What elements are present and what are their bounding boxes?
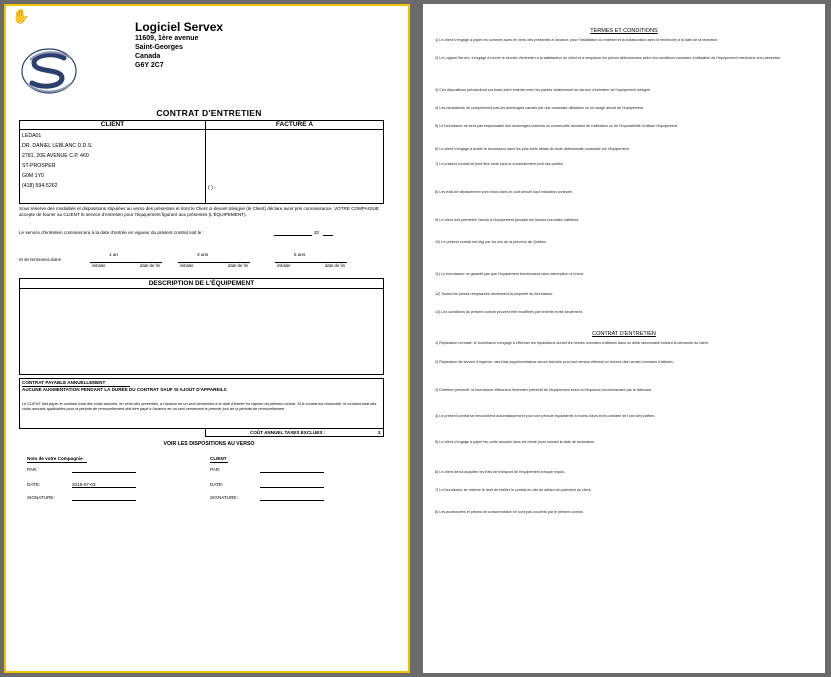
term-5-initial: initialer bbox=[277, 263, 291, 268]
terms-paragraph: 2) Le Logiciel Servex, s'engage à fournir le service d'entretien à la satisfaction du client et à remplacer les pièces défectueuses selon les conditions normales d'utilisation de l'équipement mentionné aux présentes. bbox=[435, 56, 781, 60]
terms-paragraph: 1) Le client s'engage à payer les sommes dues en vertu des présentes à l'avance, pour l'installation du matériel et la collaboration avec le technicien à la date de la réception. bbox=[435, 38, 719, 42]
contract-title: CONTRAT D'ENTRETIEN bbox=[156, 108, 262, 118]
company-city: Saint-Georges bbox=[135, 44, 183, 51]
terms-paragraph: 11) Le fournisseur ne garantit pas que l'équipement fonctionnera sans interruption ni erreur. bbox=[435, 272, 585, 276]
term-1-initial: initialer bbox=[92, 263, 106, 268]
contract-paragraph: 7) Le fournisseur se réserve le droit de résilier le contrat en cas de défaut de paiement du client. bbox=[435, 488, 592, 492]
client-name: DR. DANIEL LEBLANC D.D.S. bbox=[22, 143, 93, 149]
company-country: Canada bbox=[135, 53, 161, 60]
terms-paragraph: 8) Les frais de déplacement sont inclus dans le coût annuel sauf indication contraire. bbox=[435, 190, 573, 194]
client-signature-field[interactable] bbox=[260, 500, 324, 501]
terms-paragraph: 12) Toutes les pièces remplacées deviennent la propriété du fournisseur. bbox=[435, 292, 554, 296]
company-date-label: DATE: bbox=[27, 482, 41, 487]
servex-logo bbox=[20, 46, 78, 96]
company-signature-label: SIGNATURE: bbox=[27, 495, 55, 500]
company-signature-field[interactable] bbox=[72, 500, 136, 501]
company-header-underline bbox=[27, 462, 87, 463]
terms-paragraph: 5) Le fournisseur ne sera pas responsable des dommages indirects ou consécutifs résultant de l'utilisation ou de l'impossibilité d'utiliser l'équipement. bbox=[435, 124, 679, 128]
client-address: 2781, 20E AVENUE C.P. 460 bbox=[22, 153, 89, 159]
company-date-field[interactable] bbox=[72, 487, 136, 488]
client-phone: (418) 594-5262 bbox=[22, 183, 58, 189]
end-label: et se terminera dans bbox=[19, 257, 61, 262]
contract-paragraph: 1) Réparation normale: le fournisseur s'engage à effectuer les réparations durant les heures normales d'affaires dans un délai raisonnable suivant la demande du client. bbox=[435, 341, 709, 345]
no-increase-clause: AUCUNE AUGMENTATION PENDANT LA DURÉE DU CONTRAT SAUF SI AJOUT D'APPAREILS bbox=[22, 387, 227, 392]
term-5-years: 5 ans bbox=[294, 252, 306, 257]
start-year-field[interactable] bbox=[323, 235, 333, 236]
terms-paragraph: 9) Le client doit permettre l'accès à l'équipement pendant les heures normales d'affaires. bbox=[435, 218, 580, 222]
contract-paragraph: 6) Le client devra acquitter les frais de transport de l'équipement lorsque requis. bbox=[435, 470, 566, 474]
invoice-box bbox=[205, 120, 384, 204]
terms-paragraph: 4) Les réparations ne comprennent pas les dommages causés par une mauvaise utilisation ou un usage abusif de l'équipement. bbox=[435, 106, 644, 110]
terms-title: TERMES ET CONDITIONS bbox=[590, 28, 658, 34]
contract-paragraph: 2) Réparation de service d'urgence: des frais supplémentaires seront facturés pour tout service effectué en dehors des heures normales d'affaires. bbox=[435, 360, 674, 364]
terms-paragraph: 13) Les conditions du présent contrat peuvent être modifiées par entente écrite seulement. bbox=[435, 310, 583, 314]
term-1-year: 1 an bbox=[109, 252, 118, 257]
equipment-box bbox=[19, 278, 384, 375]
start-date-field[interactable] bbox=[274, 235, 312, 236]
client-box bbox=[19, 120, 206, 204]
client-city: ST-PROSPER bbox=[22, 163, 56, 169]
payment-box bbox=[19, 378, 384, 429]
client-signature-header: CLIENT bbox=[210, 456, 227, 461]
client-signature-label: SIGNATURE: bbox=[210, 495, 238, 500]
client-header: CLIENT bbox=[20, 121, 205, 130]
equipment-header: DESCRIPTION DE L'ÉQUIPEMENT bbox=[20, 279, 383, 289]
client-code: LEDA01 bbox=[22, 133, 42, 139]
see-verso-note: VOIR LES DISPOSITIONS AU VERSO bbox=[163, 441, 255, 447]
hand-pan-icon[interactable]: ✋ bbox=[12, 8, 30, 24]
company-par-field[interactable] bbox=[72, 472, 136, 473]
annual-cost-label: COÛT ANNUEL TAXES EXCLUES : bbox=[250, 430, 326, 435]
client-date-label: DATE: bbox=[210, 482, 224, 487]
terms-paragraph: 3) Ces dispositions prévaudront sur toute autre entente entre les parties relativement au service d'entretien de l'équipement désigné. bbox=[435, 88, 652, 92]
contract-paragraph: 3) Entretien préventif: le fournisseur effectuera l'entretien préventif de l'équipement selon la fréquence recommandée par le fabricant. bbox=[435, 388, 652, 392]
term-3-end-date: date de fin bbox=[228, 263, 249, 268]
term-5-end-date: date de fin bbox=[325, 263, 346, 268]
company-name: Logiciel Servex bbox=[135, 20, 224, 34]
contract-paragraph: 8) Les accessoires et pièces de consommation ne sont pas couverts par le présent contrat. bbox=[435, 510, 584, 514]
client-par-field[interactable] bbox=[260, 472, 324, 473]
invoice-header: FACTURE À bbox=[206, 121, 383, 130]
company-date-value: 2015-07-03 bbox=[72, 482, 96, 487]
terms-paragraph: 6) Le client s'engage à aviser le fournisseur dans les plus brefs délais de toute défectuosité constatée sur l'équipement. bbox=[435, 147, 630, 151]
client-header-underline bbox=[210, 462, 228, 463]
contract-paragraph: 5) Le client s'engage à payer les coûts annuels dans les trente jours suivant la date de facturation. bbox=[435, 440, 596, 444]
start-date-text: Le service d'entretien commencera à la date d'entrée en vigueur du présent contrat soit le : bbox=[19, 230, 204, 235]
company-signature-header: Nom de votre Compagnie bbox=[27, 456, 83, 461]
invoice-phone: ( ) - bbox=[208, 185, 217, 191]
contract-terms-title: CONTRAT D'ENTRETIEN bbox=[592, 331, 656, 337]
terms-paragraph: 7) Le présent contrat ne peut être cédé sans le consentement écrit des parties. bbox=[435, 162, 564, 166]
contract-back-page bbox=[423, 4, 825, 673]
annual-cost-box bbox=[205, 428, 384, 437]
contract-front-page bbox=[4, 4, 410, 673]
terms-paragraph: 10) Le présent contrat est régi par les lois de la province de Québec. bbox=[435, 240, 547, 244]
term-1-end-date: date de fin bbox=[140, 263, 161, 268]
company-address-line: 11609, 1ère avenue bbox=[135, 35, 199, 42]
payment-note: Le CLIENT doit payer le montant total des coûts annuels, en vertu des présentes, à l'avance en un seul versement à la date d'entrée en vigueur du présent contrat. Si le contrat est renouvelé, le montant total des coûts annuels applicables pour la période de renouvellement doit être payé à l'avance en un seul versement le premier jour de la période de renouvellement. bbox=[22, 402, 377, 411]
contract-paragraph: 4) Le présent contrat se renouvellera automatiquement pour une période équivalente à moins d'avis écrit contraire de l'une des parties. bbox=[435, 414, 656, 418]
currency-sign: $ bbox=[378, 430, 381, 435]
client-date-field[interactable] bbox=[260, 487, 324, 488]
term-3-initial: initialer bbox=[180, 263, 194, 268]
client-postal-code: G0M 1Y0 bbox=[22, 173, 44, 179]
company-par-label: PAR: bbox=[27, 467, 38, 472]
client-par-label: PAR: bbox=[210, 467, 221, 472]
start-year: 20 bbox=[314, 230, 320, 235]
payable-annually: CONTRAT PAYABLE ANNUELLEMENT bbox=[22, 380, 106, 385]
reserve-clause: Sous réserve des modalités et dispositions stipulées au verso des présentes et dont le Client ci-devant désigné (le Client) déclare avoir pris connaissance, VOTRE COMPAGNIE accepte de fournir au CLIENT le service d'entretien pour l'équipement figurant aux présentes (L'ÉQUIPEMENT). bbox=[19, 206, 379, 217]
company-postal-code: G6Y 2C7 bbox=[135, 62, 164, 69]
term-3-years: 3 ans bbox=[197, 252, 209, 257]
